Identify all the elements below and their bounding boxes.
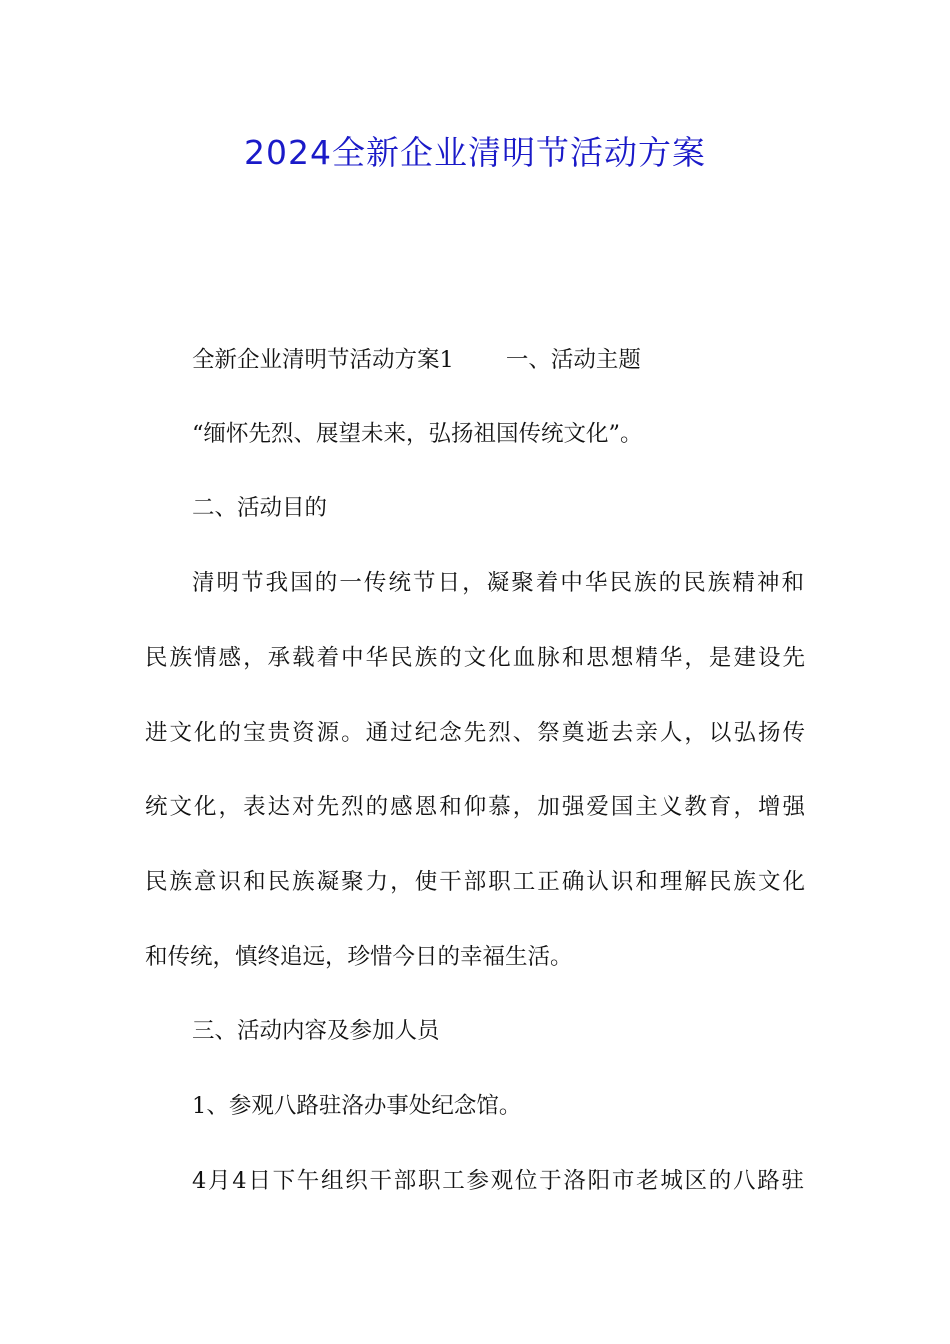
paragraph-line: 和传统，慎终追远，珍惜今日的幸福生活。 xyxy=(145,944,573,970)
paragraph-line: 进文化的宝贵资源。通过纪念先烈、祭奠逝去亲人，以弘扬传 xyxy=(145,720,805,746)
paragraph-line: 统文化，表达对先烈的感恩和仰慕，加强爱国主义教育，增强 xyxy=(145,794,805,820)
list-item: 1、参观八路驻洛办事处纪念馆。 xyxy=(192,1093,522,1119)
paragraph-line: 4月4日下午组织干部职工参观位于洛阳市老城区的八路驻 xyxy=(192,1168,804,1194)
paragraph-line: 民族意识和民族凝聚力，使干部职工正确认识和理解民族文化 xyxy=(145,869,805,895)
plan-subtitle: 全新企业清明节活动方案1 xyxy=(192,347,454,373)
paragraph-line: 清明节我国的一传统节日，凝聚着中华民族的民族精神和 xyxy=(192,570,804,596)
section-heading-content: 三、活动内容及参加人员 xyxy=(192,1018,440,1044)
paragraph-line: 民族情感，承载着中华民族的文化血脉和思想精华，是建设先 xyxy=(145,645,805,671)
section-heading-purpose: 二、活动目的 xyxy=(192,495,328,521)
heading-line xyxy=(192,343,862,377)
document-title: 2024全新企业清明节活动方案 xyxy=(244,133,706,172)
section-heading-theme: 一、活动主题 xyxy=(505,347,641,373)
theme-slogan: “缅怀先烈、展望未来，弘扬祖国传统文化”。 xyxy=(192,421,643,447)
